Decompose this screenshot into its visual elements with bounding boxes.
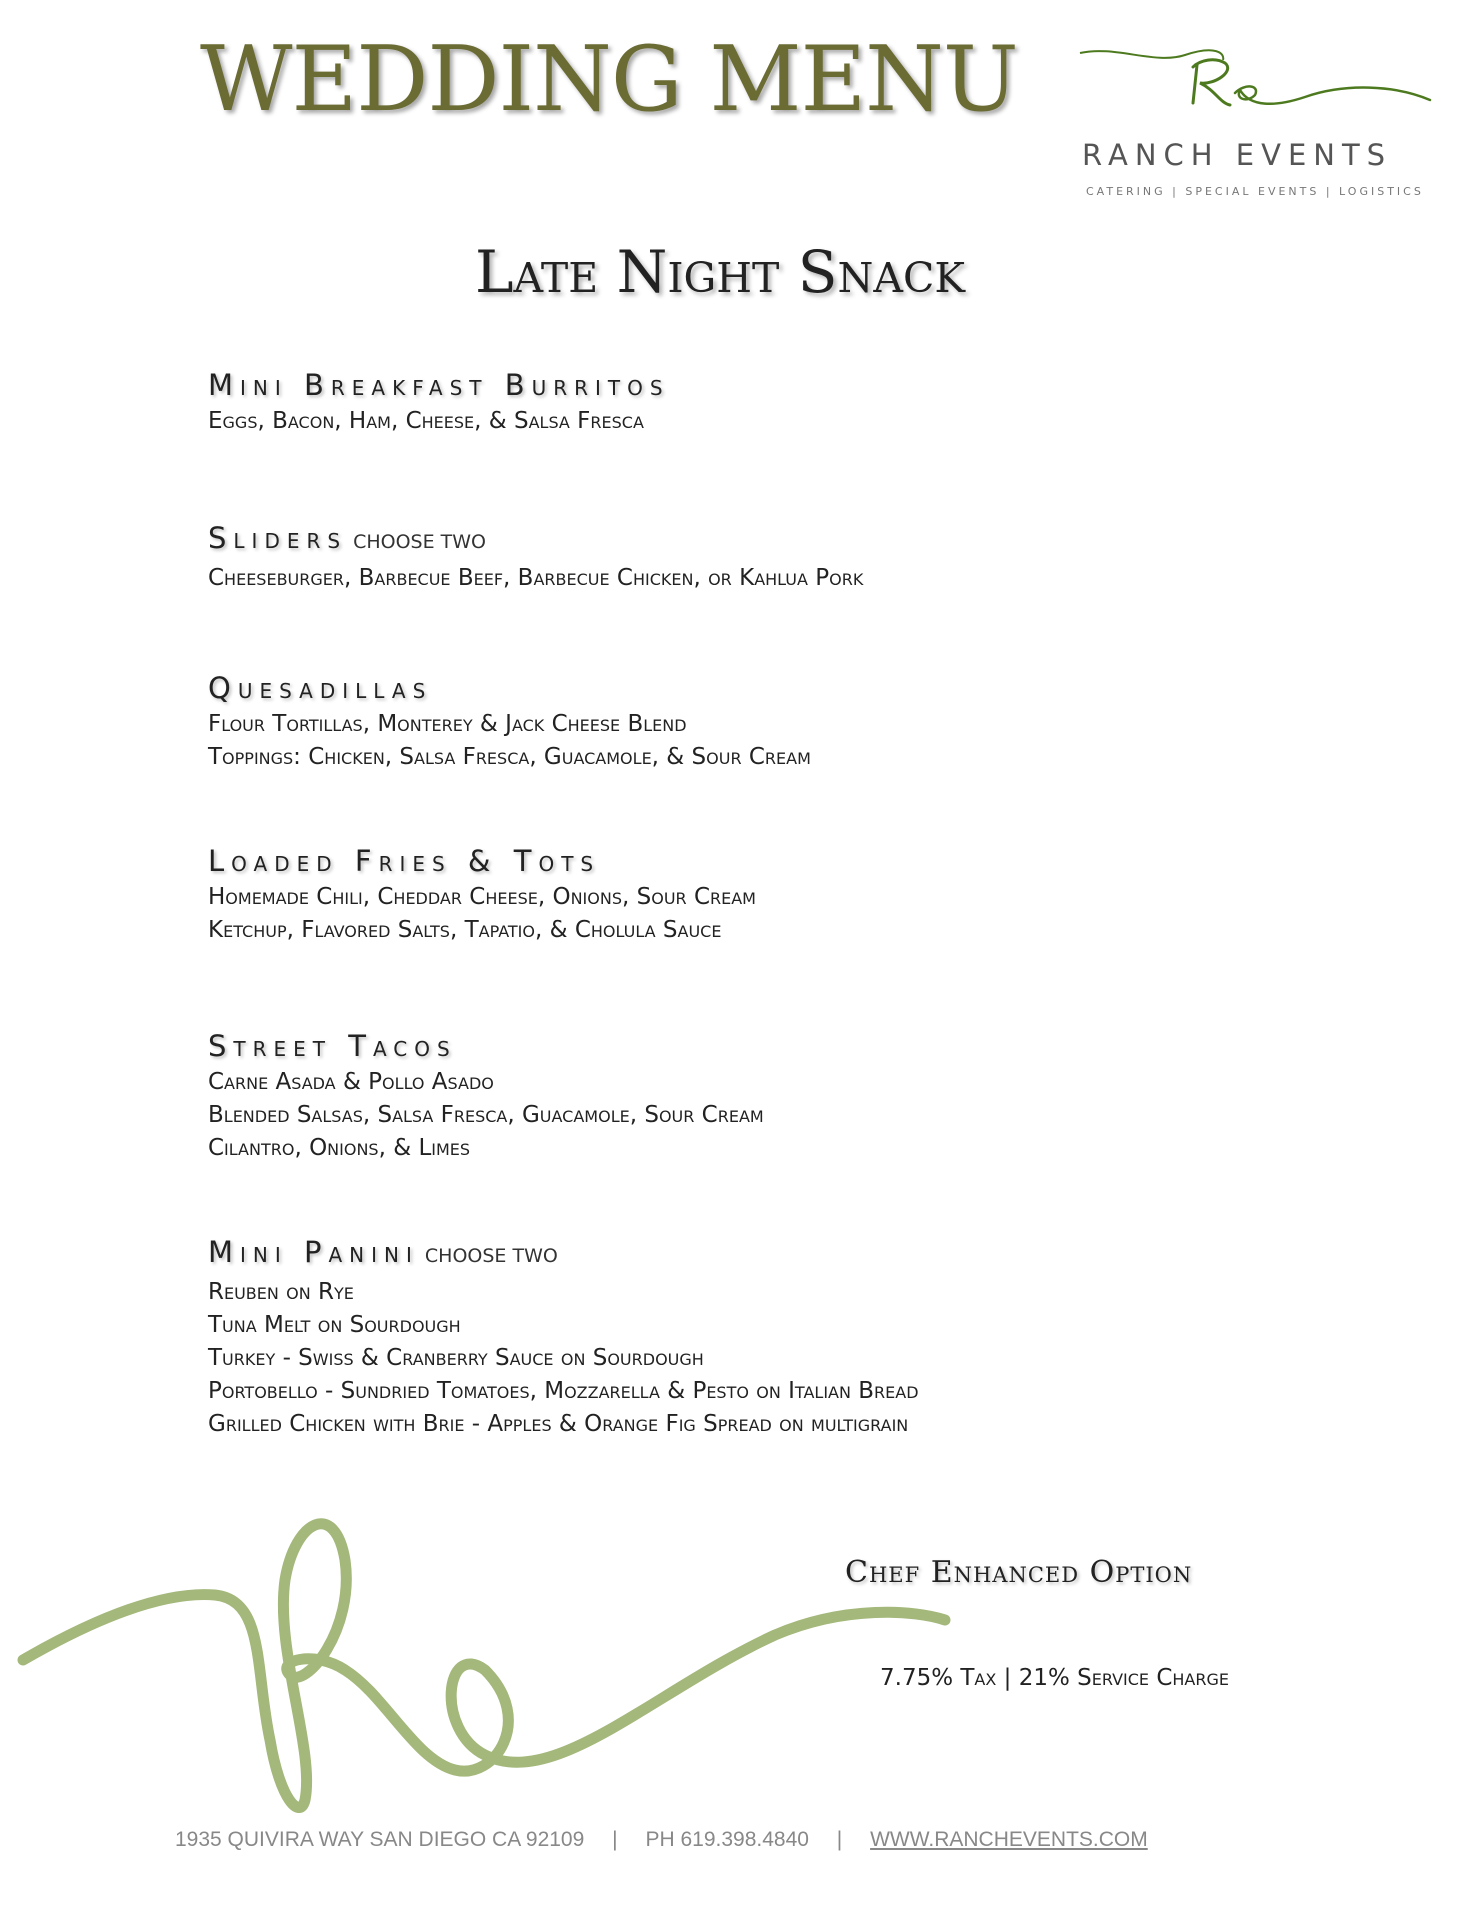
section-title: [208, 668, 1208, 708]
footer-separator: |: [612, 1828, 618, 1851]
menu-subtitle: Late Night Snack: [474, 238, 966, 306]
section-line: Homemade Chili, Cheddar Cheese, Onions, Sour Cream: [208, 884, 756, 910]
section-title: [208, 365, 1208, 405]
section-line: Reuben on Rye: [208, 1279, 354, 1305]
section-title: [208, 1232, 1208, 1276]
section-note: CHOOSE TWO: [424, 1245, 558, 1267]
menu-section-tacos: [208, 1026, 1208, 1165]
section-title-text: Mini Panini: [208, 1235, 419, 1269]
section-title: [208, 1026, 1208, 1066]
section-line: Grilled Chicken with Brie - Apples & Orange Fig Spread on multigrain: [208, 1411, 909, 1437]
section-line: Toppings: Chicken, Salsa Fresca, Guacamole, & Sour Cream: [208, 744, 811, 770]
section-line: Tuna Melt on Sourdough: [208, 1312, 461, 1338]
section-line: Portobello - Sundried Tomatoes, Mozzarella & Pesto on Italian Bread: [208, 1378, 919, 1404]
section-line: Cilantro, Onions, & Limes: [208, 1135, 471, 1161]
footer-address: 1935 QUIVIRA WAY SAN DIEGO CA 92109: [175, 1828, 585, 1851]
footer-separator: |: [836, 1828, 843, 1851]
section-note: CHOOSE TWO: [353, 531, 486, 553]
section-title-text: Quesadillas: [208, 671, 433, 705]
chef-enhanced-option: Chef Enhanced Option: [845, 1555, 1193, 1590]
footer-website-link[interactable]: WWW.RANCHEVENTS.COM: [870, 1828, 1148, 1851]
section-title-text: Street Tacos: [208, 1029, 457, 1063]
section-title-text: Sliders: [208, 521, 348, 555]
section-line: Blended Salsas, Salsa Fresca, Guacamole, Sour Cream: [208, 1102, 764, 1128]
menu-section-quesadillas: [208, 668, 1208, 774]
section-title: [208, 518, 1208, 562]
ranch-events-logo: [1075, 45, 1435, 205]
section-title: [208, 841, 1208, 881]
section-title-text: Loaded Fries & Tots: [208, 844, 601, 878]
menu-section-sliders: [208, 518, 1208, 595]
section-line: Flour Tortillas, Monterey & Jack Cheese Blend: [208, 711, 687, 737]
menu-section-fries: [208, 841, 1208, 947]
tax-service-charge: 7.75% Tax | 21% Service Charge: [880, 1665, 1230, 1691]
menu-title: WEDDING MENU: [200, 27, 1018, 132]
re-watermark-icon: [15, 1500, 975, 1830]
brand-name: RANCH EVENTS: [1082, 138, 1393, 172]
footer-phone: PH 619.398.4840: [645, 1828, 809, 1851]
section-line: Cheeseburger, Barbecue Beef, Barbecue Chicken, or Kahlua Pork: [208, 565, 864, 591]
menu-section-burritos: [208, 365, 1208, 438]
footer: [175, 1828, 1148, 1852]
section-title-text: Mini Breakfast Burritos: [208, 368, 670, 402]
section-line: Turkey - Swiss & Cranberry Sauce on Sourdough: [208, 1345, 704, 1371]
section-line: Carne Asada & Pollo Asado: [208, 1069, 494, 1095]
menu-section-panini: [208, 1232, 1208, 1441]
brand-tagline: CATERING | SPECIAL EVENTS | LOGISTICS: [1086, 185, 1424, 198]
section-line: Eggs, Bacon, Ham, Cheese, & Salsa Fresca: [208, 408, 644, 434]
section-line: Ketchup, Flavored Salts, Tapatio, & Cholula Sauce: [208, 917, 722, 943]
